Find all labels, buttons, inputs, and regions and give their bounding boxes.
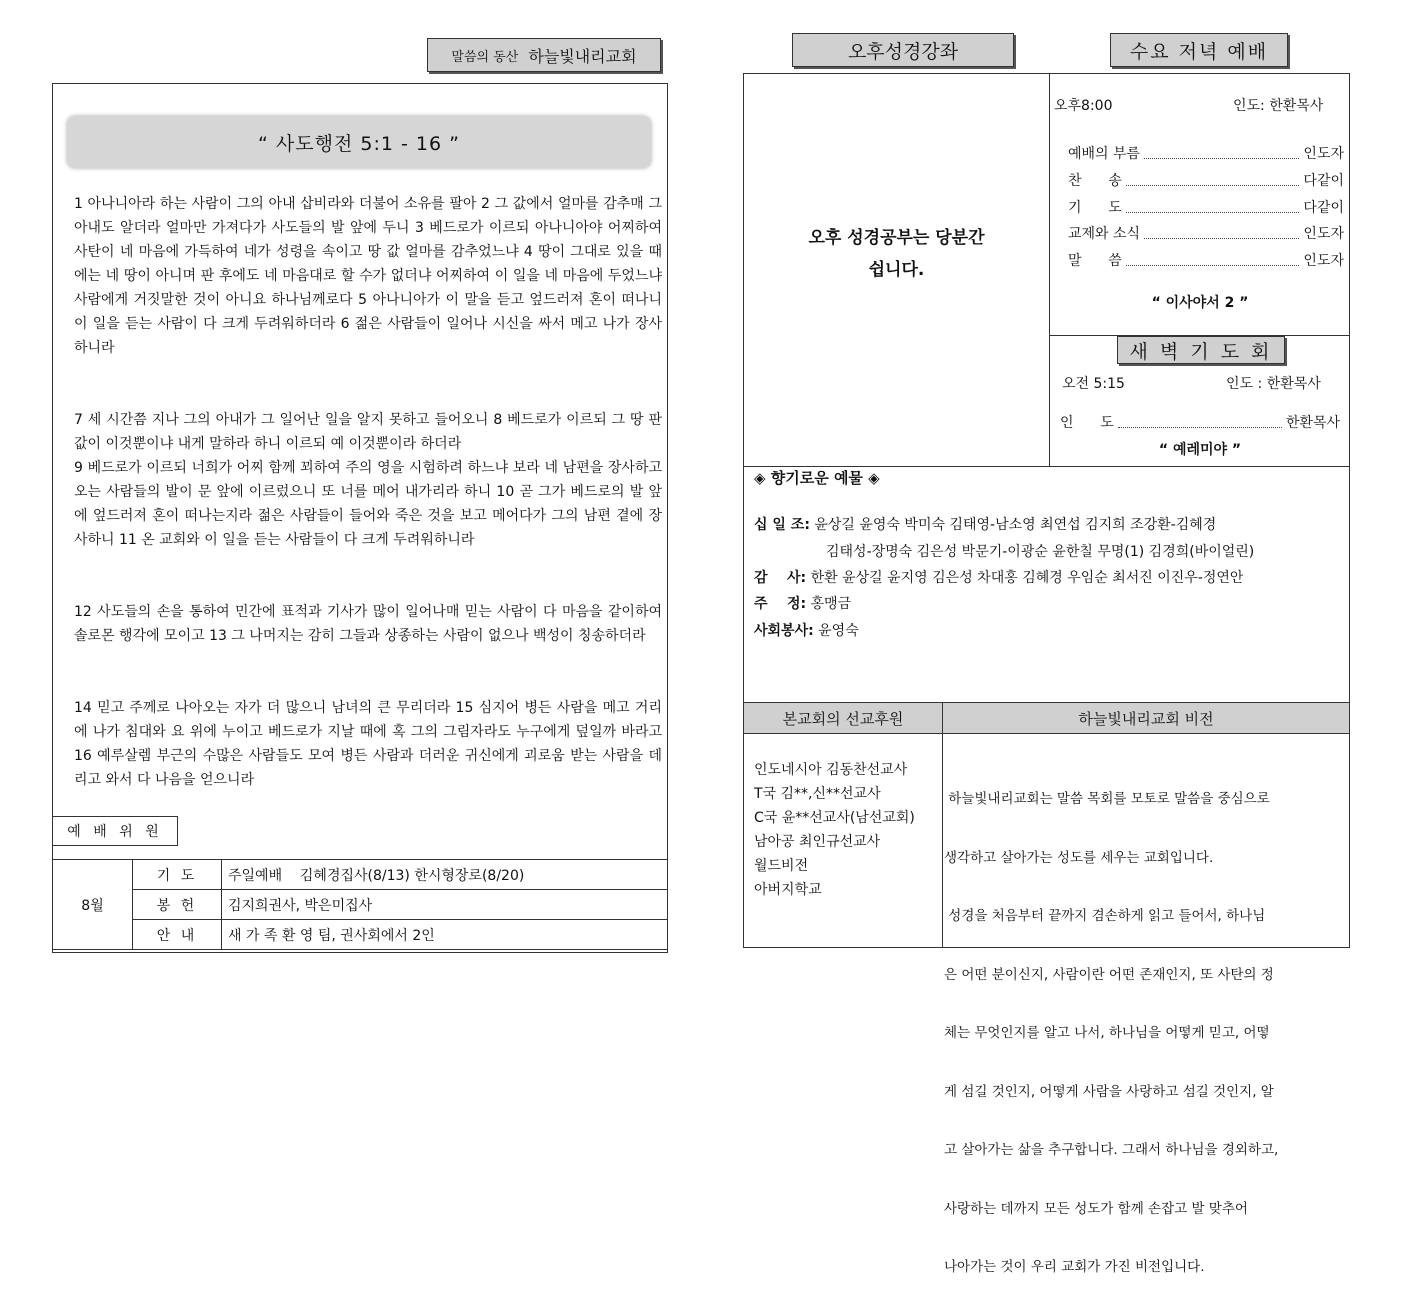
vision-line: 게 섬길 것인지, 어떻게 사람을 사랑하고 섬길 것인지, 알: [944, 1083, 1274, 1100]
vision-line: 하늘빛내리교회는 말씀 목회를 모토로 말씀을 중심으로: [944, 791, 1270, 807]
table-row: [53, 920, 668, 950]
thanks-names: 한환 윤상길 윤지영 김은성 차대홍 김혜경 우임순 최서진 이진우-정연안: [810, 570, 1244, 586]
order-label: 기 도: [1068, 200, 1122, 216]
order-item: [1068, 223, 1344, 243]
church-motto: 말씀의 동산: [451, 49, 519, 65]
church-name: 하늘빛내리교회: [528, 46, 637, 66]
committee-value: 김지희권사, 박은미집사: [222, 890, 668, 920]
order-who: 인도자: [1303, 146, 1344, 162]
committee-role: 봉 헌: [133, 890, 222, 920]
vision-line: 나아가는 것이 우리 교회가 가진 비전입니다.: [944, 1259, 1205, 1275]
leader-dots: [1144, 148, 1299, 159]
divider: [942, 703, 943, 948]
service-label: 사회봉사:: [754, 623, 814, 639]
order-label: 예배의 부름: [1068, 146, 1141, 162]
leader-dots: [1118, 417, 1282, 428]
order-item: [1068, 250, 1344, 270]
vision-line: 성경을 처음부터 끝까지 겸손하게 읽고 들어서, 하나님: [944, 908, 1266, 924]
church-header-tag: [427, 38, 661, 72]
scripture-title-text: “ 사도행전 5:1 - 16 ”: [258, 132, 460, 155]
order-item: [1068, 170, 1344, 190]
order-item: [1068, 197, 1344, 217]
list-item: 아버지학교: [754, 882, 822, 898]
list-item: 남아공 최인규선교사: [754, 834, 881, 850]
dawn-prayer-title: 새 벽 기 도 회: [1129, 340, 1273, 363]
notice-line: 오후 성경공부는 당분간: [808, 228, 985, 248]
dawn-leader: 인도 : 한환목사: [1226, 376, 1321, 392]
dawn-text: “ 예레미야 ”: [1158, 442, 1242, 458]
worship-committee-label: 예 배 위 원: [52, 816, 178, 846]
order-who: 다같이: [1303, 200, 1344, 216]
dawn-lead-row: [1060, 412, 1340, 432]
wednesday-leader: 인도: 한환목사: [1233, 98, 1324, 114]
worship-committee-table: [52, 859, 668, 950]
service-row: [754, 620, 859, 640]
leader-dots: [1126, 255, 1300, 266]
wednesday-service-title: 수요 저녁 예배: [1129, 40, 1269, 63]
afternoon-bible-notice: [744, 222, 1049, 286]
order-who: 인도자: [1303, 226, 1344, 242]
committee-value: 주일예배 김혜경집사(8/13) 한시형장로(8/20): [222, 860, 668, 890]
order-label: 교제와 소식: [1068, 226, 1141, 242]
dawn-prayer-tag: [1117, 336, 1285, 364]
wednesday-time: 오후8:00: [1054, 98, 1113, 114]
service-names: 윤영숙: [818, 623, 859, 639]
order-label: 인 도: [1060, 415, 1114, 431]
committee-role: 안 내: [133, 920, 222, 950]
scripture-paragraph: 14 믿고 주께로 나아오는 자가 더 많으니 남녀의 큰 무리더라 15 심지어 병든 사람을 메고 거리에 나가 침대와 요 위에 누이고 베드로가 지날 때에 혹 그의 그림자라도 누구에게 덮일까 바라고 16 예루살렘 부근의 수많은 사람들도 모여 병든 사람과 더러운 귀신에게 괴로움 받는 사람을 데리고 와서 다 나음을 얻으니라: [74, 700, 662, 788]
wednesday-service-tag: [1110, 33, 1288, 67]
missions-list: [754, 758, 940, 902]
vision-header: 하늘빛내리교회 비전: [943, 703, 1349, 734]
list-item: T국 김**,신**선교사: [754, 786, 881, 802]
vision-line: 은 어떤 분이신지, 사람이란 어떤 존재인지, 또 사탄의 정: [944, 966, 1274, 983]
vision-line: 체는 무엇인지를 알고 나서, 하나님을 어떻게 믿고, 어떻: [944, 1025, 1270, 1041]
afternoon-bible-tag: [792, 33, 1014, 67]
weekly-row: [754, 593, 851, 613]
weekly-label: 주 정:: [754, 596, 807, 612]
weekly-names: 홍맹금: [810, 596, 852, 612]
table-row: [53, 890, 668, 920]
committee-role: 기 도: [133, 860, 222, 890]
list-item: 인도네시아 김동찬선교사: [754, 762, 908, 778]
vision-line: 고 살아가는 삶을 추구합니다. 그래서 하나님을 경외하고,: [944, 1142, 1279, 1158]
order-label: 말 씀: [1068, 253, 1122, 269]
scripture-paragraph: 1 아나니아라 하는 사람이 그의 아내 삽비라와 더불어 소유를 팔아 2 그 값에서 얼마를 감추매 그 아내도 알더라 얼마만 가져다가 사도들의 발 앞에 두니 3 베드로가 이르되 아나니아야 어찌하여 사탄이 네 마음에 가득하여 네가 성령을 속이고 땅 값 얼마를 감추었느냐 4 땅이 그대로 있을 때에는 네 땅이 아니며 판 후에도 네 마음대로 할 수가 없더냐 어찌하여 이 일을 네 마음에 두었느냐 사람에게 거짓말한 것이 아니요 하나님께로다 5 아나니아가 이 말을 듣고 엎드러져 혼이 떠나니 이 일을 듣는 사람이 다 크게 두려워하더라 6 젊은 사람들이 일어나 시신을 싸서 메고 나가 장사하니라: [74, 196, 662, 356]
leader-dots: [1126, 175, 1300, 186]
order-who: 한환목사: [1285, 415, 1340, 431]
scripture-title: [67, 116, 651, 168]
tithe-label: 십 일 조:: [754, 517, 810, 533]
tithe-row: [754, 514, 1216, 534]
notice-line: 쉽니다.: [868, 260, 925, 280]
missions-header: 본교회의 선교후원: [744, 703, 942, 734]
divider: [1049, 73, 1050, 467]
offerings-title: ◈ 향기로운 예물 ◈: [754, 469, 880, 487]
leader-dots: [1126, 202, 1300, 213]
order-who: 다같이: [1303, 173, 1344, 189]
thanks-label: 감 사:: [754, 570, 807, 586]
vision-line: 사랑하는 데까지 모든 성도가 함께 손잡고 발 맞추어: [944, 1200, 1248, 1217]
committee-month: 8월: [53, 860, 133, 950]
tithe-names-cont: 김태성-장명숙 김은성 박문기-이광순 윤한칠 무명(1) 김경희(바이얼린): [826, 544, 1255, 560]
order-item: [1068, 143, 1344, 163]
wednesday-text: “ 이사야서 2 ”: [1151, 295, 1249, 311]
afternoon-bible-title: 오후성경강좌: [847, 40, 959, 63]
dawn-time: 오전 5:15: [1062, 376, 1125, 392]
committee-value: 새 가 족 환 영 팀, 권사회에서 2인: [222, 920, 668, 950]
scripture-paragraph: 12 사도들의 손을 통하여 민간에 표적과 기사가 많이 일어나매 믿는 사람이 다 마음을 같이하여 솔로몬 행각에 모이고 13 그 나머지는 감히 그들과 상종하는 사람이 없으나 백성이 칭송하더라: [74, 604, 662, 644]
list-item: 월드비전: [754, 858, 809, 874]
scripture-paragraph: 7 세 시간쯤 지나 그의 아내가 그 일어난 일을 알지 못하고 들어오니 8 베드로가 이르되 그 땅 판 값이 이것뿐이냐 내게 말하라 하니 이르되 예 이것뿐이라 하더라: [74, 412, 662, 452]
tithe-names: 윤상길 윤영숙 박미숙 김태영-남소영 최연섭 김지희 조강환-김혜경: [814, 517, 1217, 533]
order-who: 인도자: [1303, 253, 1344, 269]
list-item: C국 윤**선교사(남선교회): [754, 810, 915, 826]
leader-dots: [1144, 228, 1299, 239]
scripture-paragraph: 9 베드로가 이르되 너희가 어찌 함께 꾀하여 주의 영을 시험하려 하느냐 보라 네 남편을 장사하고 오는 사람들의 발이 문 앞에 이르렀으니 또 너를 메어 내가리라 하니 10 곧 그가 베드로의 발 앞에 엎드러져 혼이 떠나는지라 젊은 사람들이 들어와 죽은 것을 보고 메어다가 그의 남편 곁에 장사하니 11 온 교회와 이 일을 듣는 사람들이 다 크게 두려워하니라: [74, 460, 662, 548]
table-row: [53, 860, 668, 890]
order-label: 찬 송: [1068, 173, 1122, 189]
vision-line: 생각하고 살아가는 성도를 세우는 교회입니다.: [944, 849, 1214, 866]
thanks-row: [754, 567, 1243, 587]
vision-text: [944, 751, 1348, 1297]
